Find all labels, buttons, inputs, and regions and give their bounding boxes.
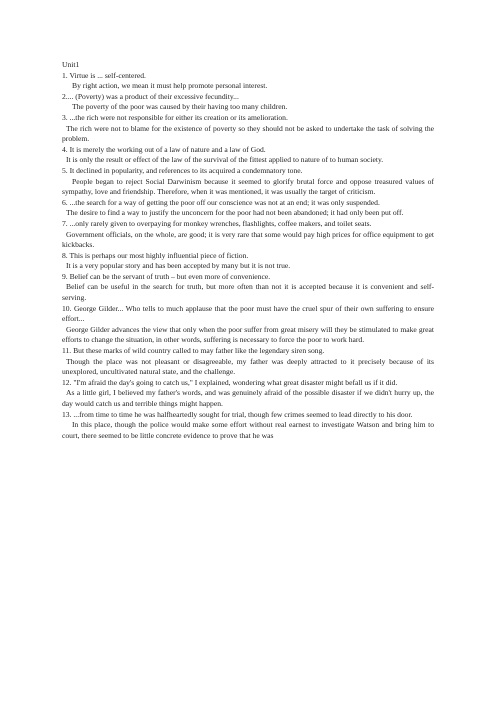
- unit-title: Unit1: [62, 60, 80, 69]
- question-3: 3. ...the rich were not responsible for either its creation or its amelioration.: [62, 112, 288, 122]
- question-12: 12. "I'm afraid the day's going to catch us," I explained, wondering what great disaster might befall us if it did.: [62, 377, 398, 387]
- question-1: 1. Virtue is ... self-centered.: [62, 70, 146, 80]
- explanation-3: The rich were not to blame for the existence of poverty so they should not be asked to undertake the task of solving the problem.: [62, 123, 434, 144]
- explanation-11: Though the place was not pleasant or disagreeable, my father was deeply attracted to it precisely because of its unexplored, uncultivated natural state, and the challenge.: [62, 356, 434, 377]
- explanation-13: In this place, though the police would make some effort without real earnest to investigate Watson and bring him to court, there seemed to be little concrete evidence to prove that he was: [62, 420, 434, 440]
- question-13: 13. ...from time to time he was halfheartedly sought for trial, though few crimes seemed to lead directly to his door.: [62, 409, 413, 419]
- question-11: 11. But these marks of wild country called to may father like the legendary siren song.: [62, 346, 325, 356]
- question-6: 6. ...the search for a way of getting the poor off our conscience was not at an end; it was only suspended.: [62, 197, 380, 207]
- question-2: 2.... (Poverty) was a product of their excessive fecundity...: [62, 91, 239, 101]
- explanation-8: It is a very popular story and has been accepted by many but it is not true.: [66, 261, 291, 271]
- explanation-10: George Gilder advances the view that only when the poor suffer from great misery will they be stimulated to make great efforts to change the situation, in other words, suffering is necessary to force the poor to work hard.: [62, 324, 434, 345]
- explanation-2: The poverty of the poor was caused by their having too many children.: [72, 102, 288, 112]
- question-8: 8. This is perhaps our most highly influential piece of fiction.: [62, 250, 249, 260]
- question-10: 10. George Gilder... Who tells to much applause that the poor must have the cruel spur of their own suffering to ensure effort...: [62, 303, 434, 324]
- explanation-6: The desire to find a way to justify the unconcern for the poor had not been abandoned; it had only been put off.: [66, 208, 404, 218]
- explanation-12: As a little girl, I believed my father's words, and was genuinely afraid of the possible disaster if we didn't hurry up, the day would catch us and terrible things might happen.: [62, 388, 434, 408]
- question-4: 4. It is merely the working out of a law of nature and a law of God.: [62, 144, 266, 154]
- document-page: [62, 60, 434, 441]
- explanation-9: Belief can be useful in the search for truth, but more often than not it is accepted because it is convenient and self-serving.: [62, 282, 434, 303]
- explanation-5: People began to reject Social Darwinism because it seemed to glorify brutal force and oppose treasured values of sympathy, love and friendship. Therefore, when it was mentioned, it was usually the target of criticism.: [62, 176, 434, 197]
- explanation-4: It is only the result or effect of the law of the survival of the fittest applied to nature of to human society.: [66, 155, 384, 165]
- explanation-1: By right action, we mean it must help promote personal interest.: [72, 81, 268, 91]
- question-5: 5. It declined in popularity, and references to its acquired a condemnatory tone.: [62, 165, 303, 175]
- question-9: 9. Belief can be the servant of truth – but even more of convenience.: [62, 271, 271, 281]
- question-7: 7. ...only rarely given to overpaying for monkey wrenches, flashlights, coffee makers, and toilet seats.: [62, 218, 372, 228]
- explanation-7: Government officials, on the whole, are good; it is very rare that some would pay high prices for office equipment to get kickbacks.: [62, 229, 434, 250]
